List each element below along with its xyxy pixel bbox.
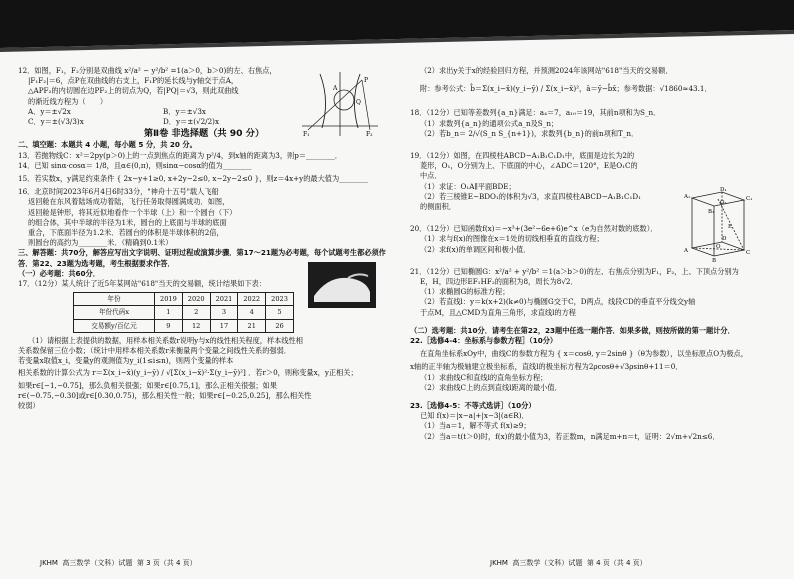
q20-line-2: （1）求与f(x)的图像在x＝1处的切线相垂直的直线方程； bbox=[420, 234, 604, 244]
q22-line-1: 在直角坐标系xOy中，曲线C的参数方程为 { x＝cosθ, y＝2sinθ }（θ为参数），以坐标原点O为极点， bbox=[420, 349, 748, 359]
svg-text:D: D bbox=[722, 236, 727, 242]
q21-line-5: 于点M，且△CMD为直角三角形，求直线l的方程 bbox=[420, 307, 576, 317]
q17-part1-line-6: r∈(−0.75,−0.30]或r∈[0.30,0.75)，那么相关性一般；如果r∈[−0.25,0.25]，那么相关性 bbox=[18, 390, 312, 400]
footer-page-4: JKHM 高三数学（文科）试题 第 4 页（共 4 页） bbox=[490, 559, 647, 567]
q21-line-2: E，H，四边形EF₁HF₂的面积为8，周长为8√2． bbox=[420, 277, 578, 287]
table-cell: 12 bbox=[182, 319, 210, 332]
q16-line-2: 返回舱在东风着陆场成功着陆，飞行任务取得圆满成功．如图， bbox=[28, 197, 230, 207]
table-cell: 21 bbox=[238, 319, 266, 332]
table-cell: 1 bbox=[155, 306, 183, 319]
q22-line-4: （2）求曲线C上的点到直线l距离的最小值． bbox=[420, 382, 562, 392]
q18-line-2: （1）求数列{a_n}的通项公式a_n及S_n； bbox=[420, 118, 559, 128]
table-cell: 26 bbox=[266, 319, 294, 332]
q16-line-5: 重合，下底面半径为1.2米．若圆台的体积是半球体积的2倍， bbox=[28, 228, 224, 238]
svg-text:B₁: B₁ bbox=[708, 209, 715, 215]
table-cell: 2021 bbox=[210, 293, 238, 306]
table-row-label: 交易额y/百亿元 bbox=[74, 319, 155, 332]
svg-text:P: P bbox=[364, 77, 369, 84]
q19-line-5: （2）若三棱锥E−BDO₁的体积为√3，求直四棱柱ABCD−A₁B₁C₁D₁ bbox=[420, 191, 641, 201]
q15: 15．若实数x，y满足约束条件 { 2x−y+1≥0, x+2y−2≤0, x−2y−2≤0 }，则z＝4x+y的最大值为________ bbox=[18, 174, 368, 184]
svg-text:E: E bbox=[728, 224, 733, 230]
solve-heading: 三、解答题：共70分，解答应写出文字说明、证明过程或演算步骤．第17～21题为必考题，每个试题考生都必须作答．第22、23题为选考题，考生根据要求作答． bbox=[18, 248, 386, 268]
q14: 14．已知 sinα·cosα＝ 1/8，且α∈(0,π)，则sinα−cosα的值为________ bbox=[18, 160, 252, 170]
scan-top-band bbox=[0, 0, 794, 60]
svg-text:Q: Q bbox=[356, 99, 361, 106]
q12-choices bbox=[18, 107, 298, 127]
svg-text:A: A bbox=[333, 85, 338, 92]
svg-text:F₂: F₂ bbox=[366, 131, 373, 138]
table-cell: 9 bbox=[155, 319, 183, 332]
capsule-photo bbox=[308, 262, 376, 308]
q16-line-3: 返回舱是钟形，将其近似地看作一个半球（上）和一个圆台（下） bbox=[28, 207, 237, 217]
svg-text:D₁: D₁ bbox=[720, 187, 727, 193]
table-cell: 17 bbox=[210, 319, 238, 332]
q21-line-4: （2）若直线l：y＝k(x+2)(k≠0)与椭圆G交于C，D两点，线段CD的垂直平分线交y轴 bbox=[420, 297, 696, 307]
q17-part1-line-5: 如果r∈[−1,−0.75]，那么负相关很强；如果r∈[0.75,1]，那么正相关很强；如果 bbox=[18, 380, 277, 390]
q21-line-1: 21．（12分）已知椭圆G：x²/a² + y²/b² ＝1(a＞b＞0)的左、右焦点分别为F₁，F₂，上、下顶点分别为 bbox=[410, 266, 739, 276]
q16-line-4: 的组合体，其中半球的半径为1米，圆台的上底面与半球的底面 bbox=[28, 217, 227, 227]
q12-line-4: 的渐近线方程为（ ） bbox=[28, 96, 108, 106]
q19-line-6: 的侧面积． bbox=[420, 202, 456, 212]
q12-choice-d[interactable]: D．y＝±(√2/2)x bbox=[163, 117, 220, 127]
q17-intro: 17．（12分）某人统计了近5年某网站"618"当天的交易额，统计结果如下表： bbox=[18, 279, 267, 289]
q12-line-3: △APF₂的内切圆在边PF₂上的切点为Q，若|PQ|＝√3，则此双曲线 bbox=[28, 86, 239, 96]
q22-line-3: （1）求曲线C和直线l的直角坐标方程； bbox=[420, 372, 548, 382]
q23-line-2: （1）当a＝1，解不等式 f(x)≥9； bbox=[420, 421, 531, 431]
q17-part1-line-4: 相关系数的计算公式为 r＝Σ(x_i−x̄)(y_i−ȳ) / √[Σ(x_i−x̄)²·Σ(y_i−ȳ)²] ．若r＞0，则称变量x，y正相关； bbox=[18, 368, 358, 378]
part2-title: 第Ⅱ卷 非选择题（共 90 分） bbox=[143, 128, 265, 140]
q21-line-3: （1）求椭圆G的标准方程； bbox=[420, 287, 510, 297]
q12-line-2: |F₁F₂|＝6，点P在双曲线的右支上，F₁P的延长线与y轴交于点A， bbox=[28, 76, 239, 86]
table-cell: 5 bbox=[266, 306, 294, 319]
q19-line-3: 中点． bbox=[420, 171, 442, 181]
q16-line-1: 16．北京时间2023年6月4日6时33分，"神舟十五号"载人飞船 bbox=[18, 187, 219, 197]
q19-line-1: 19．（12分）如图，在四棱柱ABCD−A₁B₁C₁D₁中，底面是边长为2的 bbox=[410, 151, 635, 161]
hyperbola-figure bbox=[300, 70, 380, 138]
q18-line-3: （2）若b_n＝ 2/√(S_n S_{n+1})，求数列{b_n}的前n项和T_n． bbox=[420, 128, 639, 138]
q17-table bbox=[73, 292, 294, 333]
q12-line-1: 12．如图，F₁，F₂分别是双曲线 x²/a² − y²/b² =1(a＞0，b＞0)的左、右焦点， bbox=[18, 66, 277, 75]
q18-line-1: 18．（12分）已知等差数列{a_n}满足：a₄＝7，a₁₀＝19，其前n项和为S_n． bbox=[410, 108, 661, 118]
q23-line-1: 已知 f(x)＝|x−a|+|x−3|(a∈R)． bbox=[420, 411, 529, 421]
required-heading: （一）必考题：共60分． bbox=[18, 268, 100, 278]
svg-text:A: A bbox=[684, 248, 688, 254]
svg-text:A₁: A₁ bbox=[684, 194, 691, 200]
q23-line-3: （2）当a＝t(t＞0)时，f(x)的最小值为3，若正数m，n满足m+n＝t，证明：2√m+√2n≤6． bbox=[420, 431, 720, 441]
footer-page-3: JKHM 高三数学（文科）试题 第 3 页（共 4 页） bbox=[40, 559, 197, 567]
q17-part1-line-1: （1）请根据上表提供的数据，用样本相关系数r说明y与x的线性相关程度，样本线性相 bbox=[28, 335, 303, 345]
q20-line-1: 20．（12分）已知函数f(x)＝−x³+(3e²−6e+6)e^x（e为自然对数的底数）． bbox=[410, 224, 658, 234]
table-row-label: 年份代码x bbox=[74, 306, 155, 319]
svg-text:O: O bbox=[716, 244, 721, 250]
table-row-label: 年份 bbox=[74, 293, 155, 306]
fill-in-heading: 二、填空题：本题共 4 小题，每小题 5 分，共 20 分。 bbox=[18, 140, 197, 150]
q16-line-6: 则圆台的高约为________米．（精确到0.1米） bbox=[28, 238, 173, 248]
q19-line-4: （1）求证：O₁A∥平面BDE； bbox=[420, 181, 516, 191]
q13: 13．若抛物线C：x²＝2py(p＞0)上的一点到焦点的距离为 p²/4，到x轴的距离为3，则p＝________． bbox=[18, 150, 342, 160]
q17-part1-line-3: 若变量x取值x_i，变量y的观测值为y_i(1≤i≤n)，则两个变量的样本 bbox=[18, 356, 234, 366]
table-cell: 3 bbox=[210, 306, 238, 319]
q17-part1-line-7: 较弱） bbox=[18, 401, 40, 411]
svg-text:C₁: C₁ bbox=[746, 196, 753, 202]
q12-choice-a[interactable]: A．y＝±√2x bbox=[28, 106, 71, 116]
q12-choice-b[interactable]: B．y＝±√3x bbox=[163, 106, 206, 116]
table-cell: 2023 bbox=[266, 293, 294, 306]
q22-line-2: x轴的正半轴为极轴建立极坐标系，直线l的极坐标方程为2ρcosθ+√3ρsinθ+11＝0． bbox=[410, 362, 683, 372]
table-cell: 2020 bbox=[182, 293, 210, 306]
table-cell: 2022 bbox=[238, 293, 266, 306]
q12-choice-c[interactable]: C．y＝±(√3/3)x bbox=[28, 117, 84, 127]
q19-line-2: 菱形，O₁，O分别为上、下底面的中心，∠ADC＝120°，E是O₁C的 bbox=[420, 161, 638, 171]
q23-heading: 23.［选修4-5：不等式选讲］（10分） bbox=[410, 401, 536, 411]
q17-part2-line-1: （2）求出y关于x的经验回归方程，并预测2024年该网站"618"当天的交易额． bbox=[420, 66, 673, 75]
q22-heading: 22.［选修4-4：坐标系与参数方程］（10分） bbox=[410, 336, 558, 346]
table-cell: 2 bbox=[182, 306, 210, 319]
table-cell: 4 bbox=[238, 306, 266, 319]
svg-text:O₁: O₁ bbox=[720, 200, 727, 206]
prism-figure bbox=[682, 186, 754, 262]
svg-text:F₁: F₁ bbox=[303, 131, 310, 138]
svg-text:C: C bbox=[746, 250, 751, 256]
q17-part1-line-2: 关系数保留三位小数；（统计中用样本相关系数r来衡量两个变量之间线性关系的强弱． bbox=[18, 346, 291, 356]
table-cell: 2019 bbox=[155, 293, 183, 306]
q20-line-3: （2）求f(x)的单调区间和极小值． bbox=[420, 244, 531, 254]
svg-text:B: B bbox=[712, 258, 717, 262]
q17-part2-line-2: 附：参考公式：b̂＝Σ(x_i−x̄)(y_i−ȳ) / Σ(x_i−x̄)²，â＝ȳ−b̂x̄；参考数据：√1860≈43.1． bbox=[420, 84, 712, 94]
optional-heading: （二）选考题：共10分．请考生在第22，23题中任选一题作答．如果多做，则按所做的第一题计分． bbox=[410, 325, 735, 335]
